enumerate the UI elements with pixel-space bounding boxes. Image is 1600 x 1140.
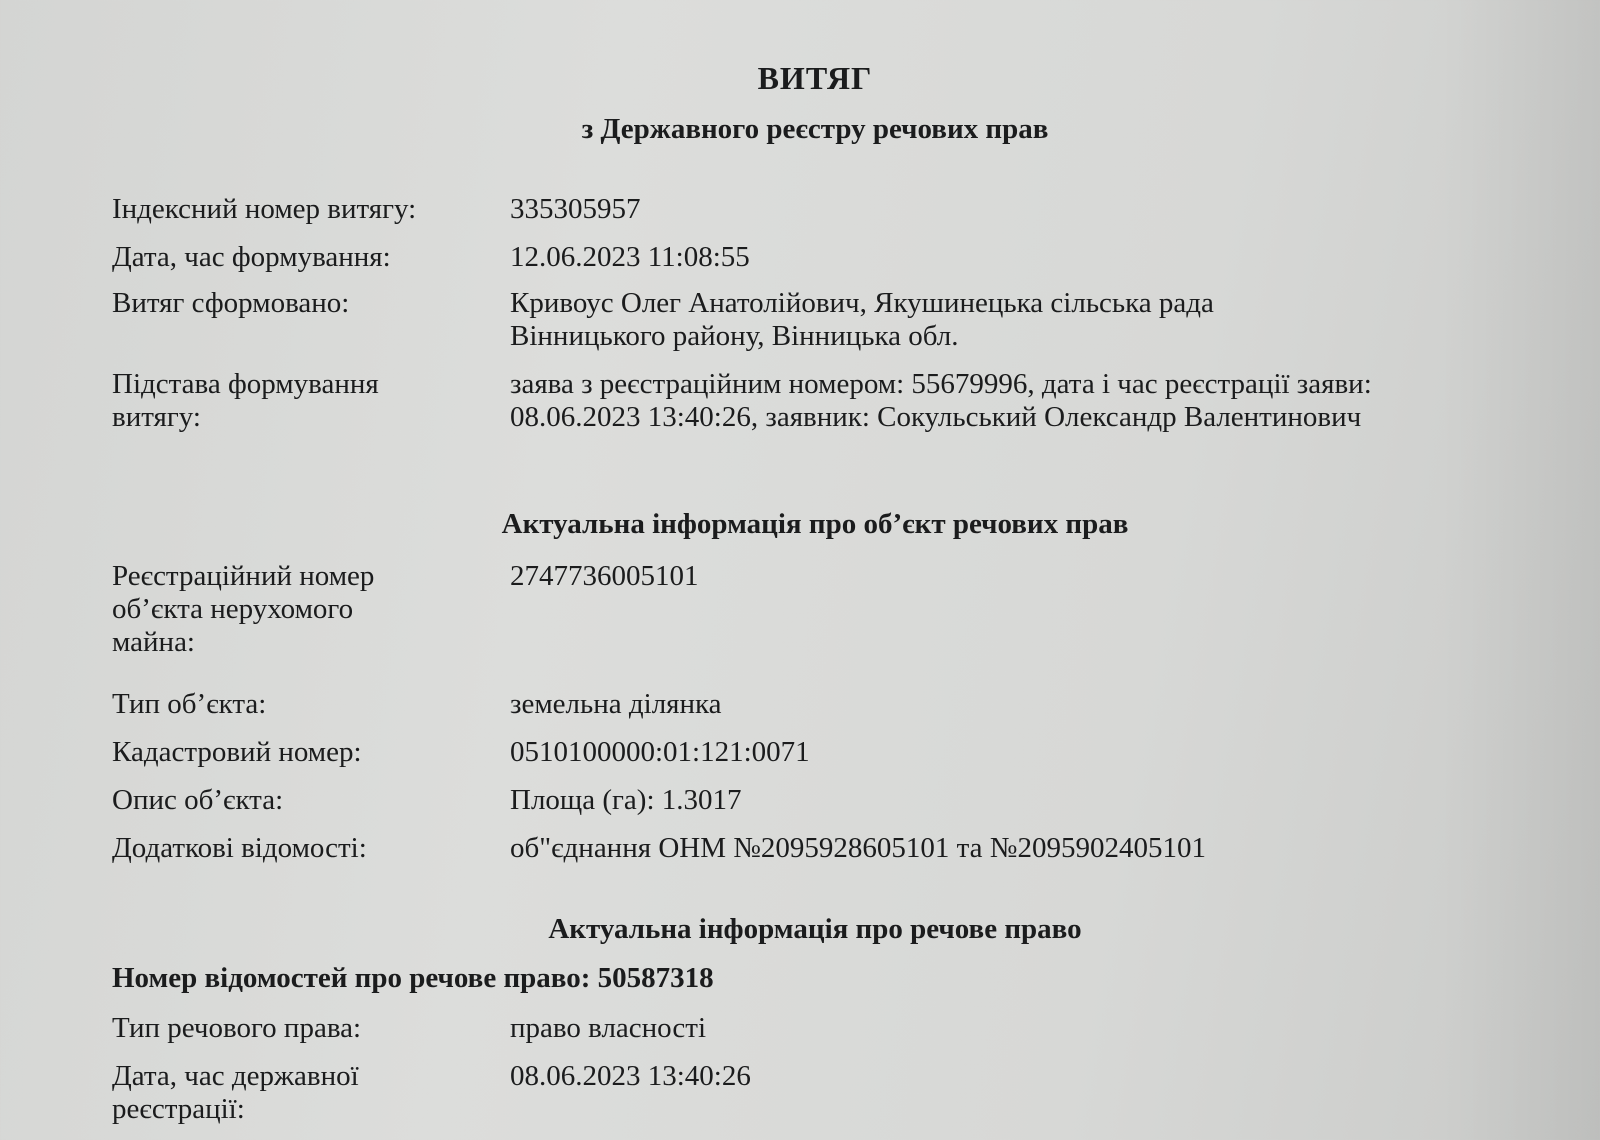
- document-subtitle: з Державного реєстру речових прав: [581, 113, 1049, 145]
- field-label: Витяг сформовано:: [112, 287, 350, 319]
- field-value: 08.06.2023 13:40:26: [510, 1060, 751, 1092]
- field-label: Тип речового права:: [112, 1012, 362, 1044]
- field-label: Індексний номер витягу:: [112, 193, 417, 225]
- field-value: Кривоус Олег Анатолійович, Якушинецька сільська рада Вінницького району, Вінницька обл.: [510, 287, 1214, 352]
- field-value: 12.06.2023 11:08:55: [510, 241, 750, 273]
- field-label: Кадастровий номер:: [112, 736, 362, 768]
- right-record-number: Номер відомостей про речове право: 50587318: [112, 962, 714, 994]
- field-value: 0510100000:01:121:0071: [510, 736, 810, 768]
- object-section-heading: Актуальна інформація про об’єкт речових прав: [501, 508, 1129, 540]
- field-label: Тип об’єкта:: [112, 688, 267, 720]
- field-value: Площа (га): 1.3017: [510, 784, 742, 816]
- field-label: Дата, час державної реєстрації:: [112, 1060, 359, 1125]
- field-label: Додаткові відомості:: [112, 832, 367, 864]
- field-label: Опис об’єкта:: [112, 784, 284, 816]
- field-value: право власності: [510, 1012, 707, 1044]
- field-label: Дата, час формування:: [112, 241, 391, 273]
- field-value: 335305957: [510, 193, 641, 225]
- field-value: заява з реєстраційним номером: 55679996, дата і час реєстрації заяви: 08.06.2023 13:40:26, заявник: Сокульський Олександр Валентинович: [510, 368, 1372, 433]
- right-section-heading: Актуальна інформація про речове право: [548, 913, 1082, 945]
- field-label: Реєстраційний номер об’єкта нерухомого майна:: [112, 560, 375, 658]
- document-title: ВИТЯГ: [757, 60, 873, 96]
- field-value: об"єднання ОНМ №2095928605101 та №2095902405101: [510, 832, 1206, 864]
- field-value: 2747736005101: [510, 560, 699, 592]
- field-value: земельна ділянка: [510, 688, 722, 720]
- field-label: Підстава формування витягу:: [112, 368, 379, 433]
